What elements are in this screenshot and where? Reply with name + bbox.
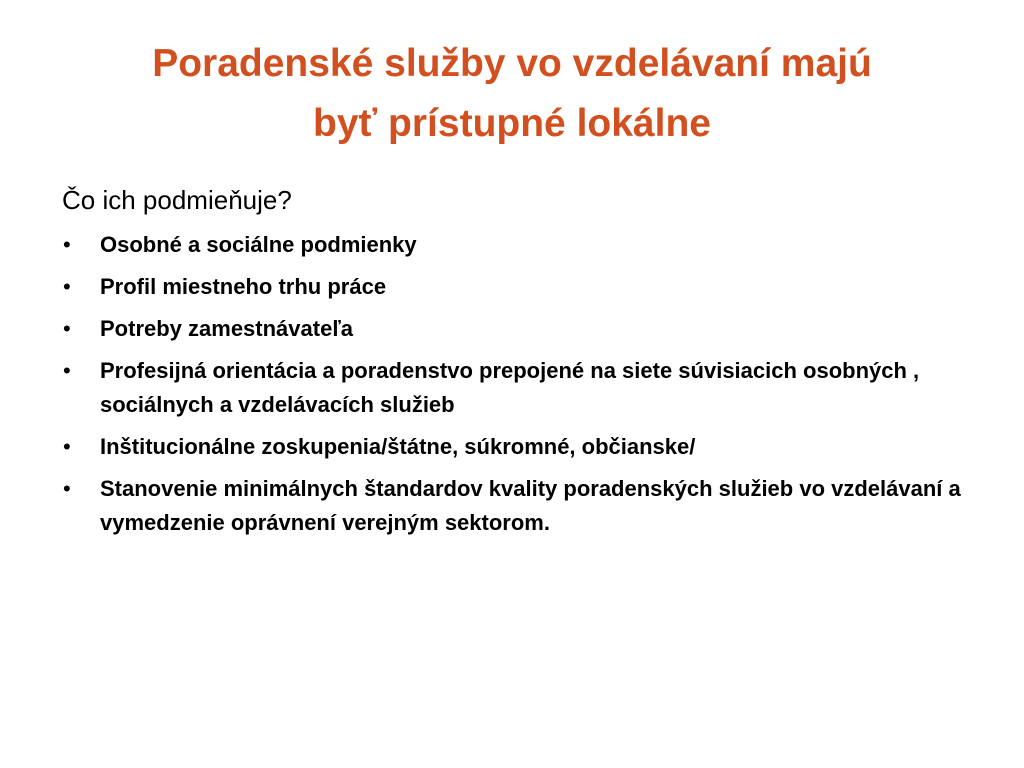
bullet-item xyxy=(62,354,962,422)
bullet-icon: • xyxy=(63,232,71,257)
bullet-item xyxy=(62,430,962,464)
bullet-item xyxy=(62,228,962,262)
slide-body xyxy=(62,180,962,548)
bullet-text: Stanovenie minimálnych štandardov kvality poradenských služieb vo vzdelávaní a vymedzenie oprávnení verejným sektorom. xyxy=(100,476,961,535)
bullet-item xyxy=(62,270,962,304)
bullet-item xyxy=(62,312,962,346)
slide-title xyxy=(40,34,984,154)
title-line-2: byť prístupné lokálne xyxy=(313,102,711,145)
bullet-icon: • xyxy=(63,358,71,383)
bullet-icon: • xyxy=(63,316,71,341)
bullet-list xyxy=(62,228,962,540)
bullet-icon: • xyxy=(63,476,71,501)
bullet-text: Potreby zamestnávateľa xyxy=(100,316,354,341)
bullet-text: Inštitucionálne zoskupenia/štátne, súkromné, občianske/ xyxy=(100,434,696,459)
title-line-1: Poradenské služby vo vzdelávaní majú xyxy=(152,42,872,85)
bullet-icon: • xyxy=(63,434,71,459)
bullet-text: Profesijná orientácia a poradenstvo prepojené na siete súvisiacich osobných , sociálnych a vzdelávacích služieb xyxy=(100,358,920,417)
intro-question: Čo ich podmieňuje? xyxy=(62,185,292,215)
bullet-item xyxy=(62,472,962,540)
bullet-icon: • xyxy=(63,274,71,299)
bullet-text: Osobné a sociálne podmienky xyxy=(100,232,417,257)
bullet-text: Profil miestneho trhu práce xyxy=(100,274,387,299)
